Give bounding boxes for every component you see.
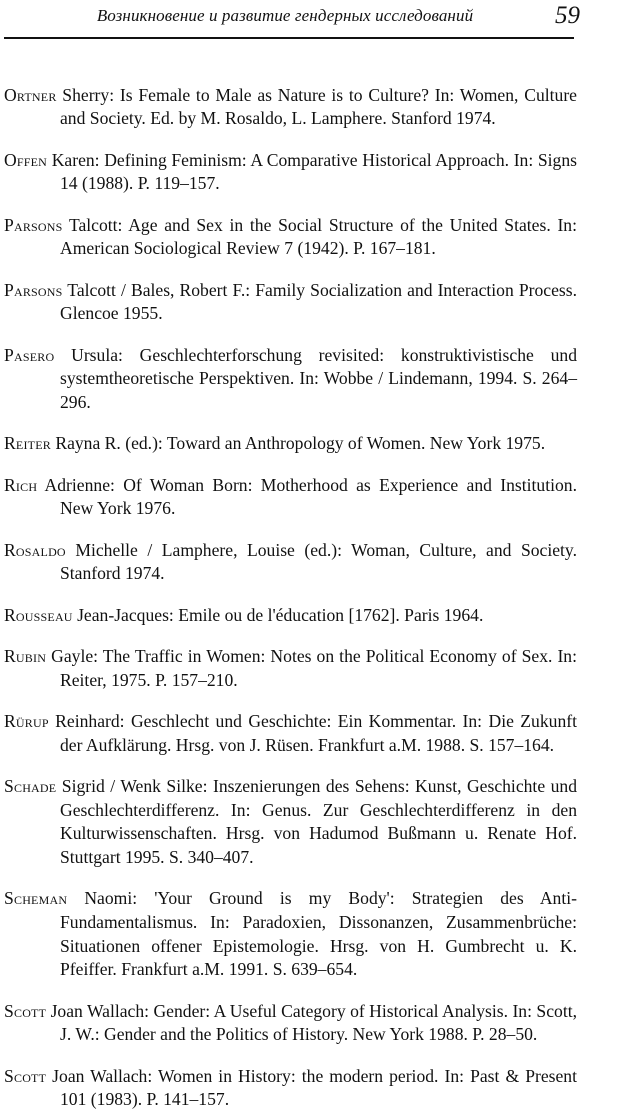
entry-text: Reinhard: Geschlecht und Geschichte: Ein Kommentar. In: Die Zukunft der Aufklärung. Hrsg. von J. Rüsen. Frankfurt a.M. 1988. S. 157–164.: [48, 710, 577, 755]
bibliography-entry: [4, 474, 577, 521]
entry-author: Rich: [4, 474, 38, 495]
entry-text: Naomi: 'Your Ground is my Body': Strategien des Anti-Fundamentalismus. In: Paradoxien, Dissonanzen, Zusammenbrüche: Situationen offener Epistemologie. Hrsg. von H. Gumbrecht u. K. Pfeiffer. Frankfurt a.M. 1991. S. 639–654.: [60, 888, 577, 980]
entry-text: Talcott: Age and Sex in the Social Structure of the United States. In: American Sociological Review 7 (1942). P. 167–181.: [60, 214, 577, 259]
entry-author: Scheman: [4, 888, 68, 909]
entry-text: Joan Wallach: Women in History: the modern period. In: Past & Present 101 (1983). P. 141–157.: [46, 1065, 577, 1110]
bibliography-entry: [4, 604, 577, 628]
bibliography-entry: [4, 710, 577, 757]
entry-author: Reiter: [4, 433, 51, 454]
entry-text: Rayna R. (ed.): Toward an Anthropology of Women. New York 1975.: [50, 433, 546, 454]
bibliography-entry: [4, 1000, 577, 1047]
entry-text: Ursula: Geschlechterforschung revisited: konstruktivistische und systemtheoretische Perspektiven. In: Wobbe / Lindemann, 1994. S. 264–296.: [54, 344, 577, 412]
entry-author: Rürup: [4, 710, 49, 731]
entry-author: Rousseau: [4, 604, 73, 625]
entry-author: Ortner: [4, 84, 57, 105]
running-title: Возникновение и развитие гендерных исследований: [96, 6, 474, 25]
entry-text: Jean-Jacques: Emile ou de l'éducation [1762]. Paris 1964.: [72, 604, 484, 625]
entry-author: Scott: [4, 1000, 47, 1021]
entry-author: Offen: [4, 149, 48, 170]
bibliography-list: [4, 66, 577, 1112]
bibliography-entry: [4, 279, 577, 326]
entry-text: Karen: Defining Feminism: A Comparative Historical Approach. In: Signs 14 (1988). P. 119–157.: [47, 149, 577, 194]
bibliography-entry: [4, 149, 577, 196]
bibliography-entry: [4, 344, 577, 415]
entry-text: Sigrid / Wenk Silke: Inszenierungen des Sehens: Kunst, Geschichte und Geschlechterdifferenz. In: Genus. Zur Geschlechterdifferenz in den Kulturwissenschaften. Hrsg. von Hadumod Bußmann u. Renate Hof. Stuttgart 1995. S. 340–407.: [56, 775, 577, 867]
entry-author: Rubin: [4, 645, 47, 666]
entry-author: Pasero: [4, 344, 55, 365]
entry-text: Joan Wallach: Gender: A Useful Category of Historical Analysis. In: Scott, J. W.: Gender and the Politics of History. New York 1988. P. 28–50.: [46, 1000, 577, 1045]
bibliography-entry: [4, 432, 577, 456]
entry-text: Michelle / Lamphere, Louise (ed.): Woman, Culture, and Society. Stanford 1974.: [60, 539, 577, 584]
entry-author: Schade: [4, 775, 57, 796]
entry-text: Talcott / Bales, Robert F.: Family Socialization and Interaction Process. Glencoe 1955.: [60, 279, 577, 324]
page-header: [0, 0, 620, 38]
header-rule: [4, 37, 574, 39]
entry-author: Parsons: [4, 279, 63, 300]
entry-text: Sherry: Is Female to Male as Nature is to Culture? In: Women, Culture and Society. Ed. by M. Rosaldo, L. Lamphere. Stanford 1974.: [56, 84, 577, 129]
bibliography-entry: [4, 645, 577, 692]
bibliography-entry: [4, 539, 577, 586]
entry-author: Rosaldo: [4, 539, 66, 560]
bibliography-entry: [4, 84, 577, 131]
entry-text: Gayle: The Traffic in Women: Notes on the Political Economy of Sex. In: Reiter, 1975. P. 157–210.: [46, 645, 577, 690]
bibliography-entry: [4, 887, 577, 982]
entry-author: Parsons: [4, 214, 63, 235]
page-number: 59: [555, 2, 580, 29]
bibliography-entry: [4, 1065, 577, 1112]
bibliography-entry: [4, 214, 577, 261]
bibliography-entry: [4, 775, 577, 870]
entry-text: Adrienne: Of Woman Born: Motherhood as Experience and Institution. New York 1976.: [37, 474, 577, 519]
entry-author: Scott: [4, 1065, 47, 1086]
